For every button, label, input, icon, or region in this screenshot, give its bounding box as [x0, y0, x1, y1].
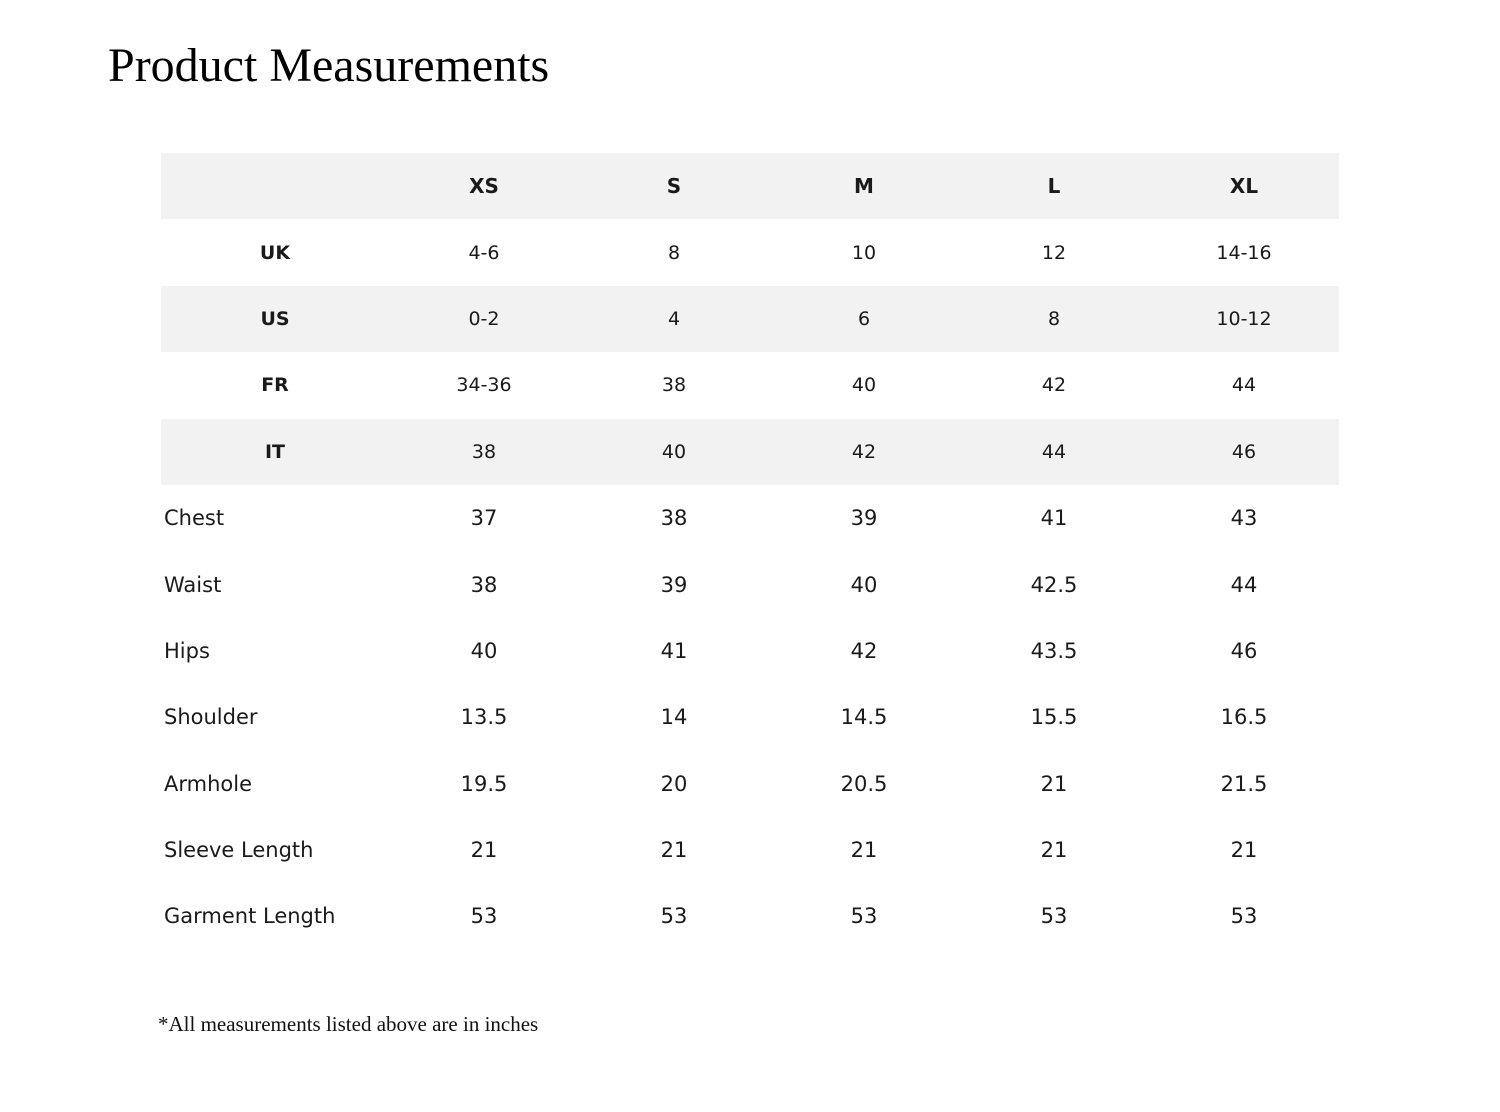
- measurement-row-armhole: [161, 751, 1339, 817]
- table-cell: 6: [857, 307, 871, 330]
- row-label: Chest: [164, 506, 225, 531]
- conversion-row-uk: [161, 219, 1339, 285]
- table-cell: 21: [850, 838, 878, 863]
- table-cell: 38: [661, 374, 687, 397]
- table-cell: 14.5: [840, 705, 888, 730]
- size-header-l: L: [1047, 174, 1061, 199]
- table-cell: 43.5: [1030, 638, 1078, 663]
- table-cell: 44: [1231, 374, 1257, 397]
- table-cell: 41: [660, 638, 688, 663]
- size-chart-table: [161, 153, 1339, 950]
- table-cell: 39: [850, 506, 878, 531]
- table-cell: 43: [1230, 506, 1258, 531]
- table-cell: 34-36: [456, 374, 512, 397]
- table-cell: 0-2: [468, 307, 500, 330]
- table-cell: 38: [660, 506, 688, 531]
- table-cell: 42: [1041, 374, 1067, 397]
- table-cell: 39: [660, 572, 688, 597]
- page-title: Product Measurements: [108, 39, 550, 92]
- row-label: US: [260, 307, 290, 330]
- table-cell: 46: [1230, 638, 1258, 663]
- table-cell: 15.5: [1030, 705, 1078, 730]
- table-cell: 41: [1040, 506, 1068, 531]
- table-cell: 46: [1231, 440, 1257, 463]
- row-label: Sleeve Length: [164, 838, 314, 863]
- table-cell: 13.5: [460, 705, 508, 730]
- table-cell: 53: [850, 904, 878, 929]
- row-label: Garment Length: [164, 904, 336, 929]
- row-label: UK: [259, 241, 291, 264]
- size-header-m: M: [854, 174, 874, 199]
- table-cell: 14: [660, 705, 688, 730]
- table-cell: 38: [471, 440, 497, 463]
- table-cell: 4-6: [468, 241, 500, 264]
- table-cell: 42.5: [1030, 572, 1078, 597]
- size-header-row: [161, 153, 1339, 219]
- table-cell: 21: [1040, 771, 1068, 796]
- size-header-xs: XS: [469, 174, 499, 199]
- table-cell: 21: [1040, 838, 1068, 863]
- table-cell: 20: [660, 771, 688, 796]
- table-cell: 10-12: [1216, 307, 1272, 330]
- measurement-row-garment-length: [161, 883, 1339, 949]
- table-cell: 12: [1041, 241, 1067, 264]
- table-cell: 20.5: [840, 771, 888, 796]
- size-header-xl: XL: [1229, 174, 1259, 199]
- size-header-s: S: [666, 174, 682, 199]
- table-cell: 21: [470, 838, 498, 863]
- table-cell: 37: [470, 506, 498, 531]
- conversion-row-fr: [161, 352, 1339, 418]
- table-cell: 53: [1230, 904, 1258, 929]
- row-label: Shoulder: [164, 705, 258, 730]
- row-label: IT: [264, 440, 286, 463]
- corner-cell: [161, 153, 389, 219]
- table-cell: 53: [1040, 904, 1068, 929]
- measurement-unit-note: *All measurements listed above are in inches: [158, 1012, 539, 1036]
- table-cell: 8: [667, 241, 681, 264]
- table-cell: 8: [1047, 307, 1061, 330]
- table-cell: 10: [851, 241, 877, 264]
- table-cell: 14-16: [1216, 241, 1272, 264]
- table-cell: 40: [850, 572, 878, 597]
- measurement-row-shoulder: [161, 684, 1339, 750]
- table-cell: 19.5: [460, 771, 508, 796]
- table-cell: 40: [851, 374, 877, 397]
- row-label: FR: [261, 374, 289, 397]
- conversion-row-us: [161, 286, 1339, 352]
- row-label: Hips: [164, 638, 210, 663]
- table-cell: 16.5: [1220, 705, 1268, 730]
- table-cell: 42: [850, 638, 878, 663]
- table-cell: 44: [1230, 572, 1258, 597]
- row-label: Waist: [164, 572, 222, 597]
- measurement-row-chest: [161, 485, 1339, 551]
- table-cell: 53: [660, 904, 688, 929]
- table-cell: 42: [851, 440, 877, 463]
- table-cell: 40: [470, 638, 498, 663]
- table-cell: 44: [1041, 440, 1067, 463]
- table-cell: 21: [660, 838, 688, 863]
- measurement-row-hips: [161, 618, 1339, 684]
- conversion-row-it: [161, 419, 1339, 485]
- table-cell: 21.5: [1220, 771, 1268, 796]
- table-cell: 4: [667, 307, 681, 330]
- table-cell: 53: [470, 904, 498, 929]
- row-label: Armhole: [164, 771, 252, 796]
- table-cell: 21: [1230, 838, 1258, 863]
- table-cell: 40: [661, 440, 687, 463]
- measurement-row-sleeve-length: [161, 817, 1339, 883]
- table-cell: 38: [470, 572, 498, 597]
- measurement-row-waist: [161, 551, 1339, 617]
